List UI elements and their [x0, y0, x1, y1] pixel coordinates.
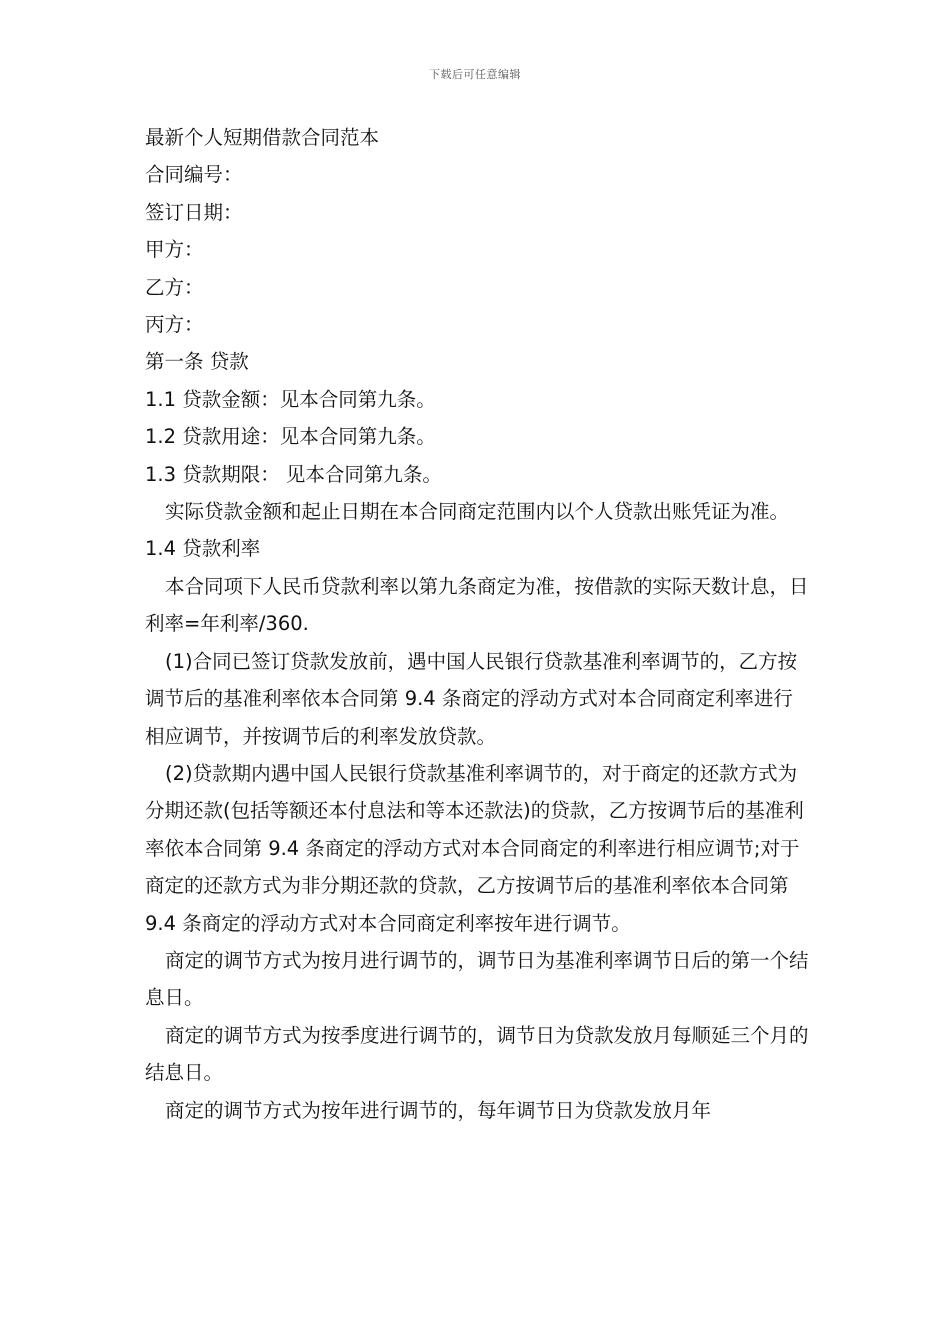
clause-1-2: 1.2 贷款用途：见本合同第九条。 [145, 425, 436, 449]
paragraph-item-2: (2)贷款期内遇中国人民银行贷款基准利率调节的，对于商定的还款方式为分期还款(包括等额还本付息法和等本还款法)的贷款，乙方按调节后的基准利率依本合同第 9.4 条商定的浮动方式对本合同商定的利率进行相应调节;对于商定的还款方式为非分期还款的贷款，乙方按调节后的基准利率依本合同第 9.4 条商定的浮动方式对本合同商定利率按年进行调节。 [145, 761, 804, 935]
document-title: 最新个人短期借款合同范本 [145, 126, 380, 149]
party-c-label: 丙方： [145, 313, 204, 337]
clause-1-3: 1.3 贷款期限： 见本合同第九条。 [145, 462, 442, 486]
contract-number-label: 合同编号： [145, 163, 243, 187]
paragraph-actual-amount: 实际贷款金额和起止日期在本合同商定范围内以个人贷款出账凭证为准。 [165, 500, 790, 524]
paragraph-monthly-adjustment: 商定的调节方式为按月进行调节的，调节日为基准利率调节日后的第一个结息日。 [145, 948, 809, 1010]
paragraph-item-1: (1)合同已签订贷款发放前，遇中国人民银行贷款基准利率调节的，乙方按调节后的基准利率依本合同第 9.4 条商定的浮动方式对本合同商定利率进行相应调节，并按调节后的利率发放贷款。 [145, 649, 798, 748]
document-body [145, 119, 810, 1129]
signing-date-label: 签订日期： [145, 200, 243, 224]
paragraph-interest-rate: 本合同项下人民币贷款利率以第九条商定为准，按借款的实际天数计息，日利率=年利率/360. [145, 574, 809, 636]
section-heading: 第一条 贷款 [145, 350, 249, 374]
party-b-label: 乙方： [145, 275, 204, 299]
header-note: 下载后可任意编辑 [429, 68, 521, 81]
clause-1-1: 1.1 贷款金额：见本合同第九条。 [145, 387, 436, 411]
paragraph-quarterly-adjustment: 商定的调节方式为按季度进行调节的，调节日为贷款发放月每顺延三个月的结息日。 [145, 1023, 809, 1085]
clause-1-4: 1.4 贷款利率 [145, 537, 261, 561]
party-a-label: 甲方： [145, 238, 204, 262]
paragraph-yearly-adjustment: 商定的调节方式为按年进行调节的，每年调节日为贷款发放月年 [165, 1098, 712, 1122]
